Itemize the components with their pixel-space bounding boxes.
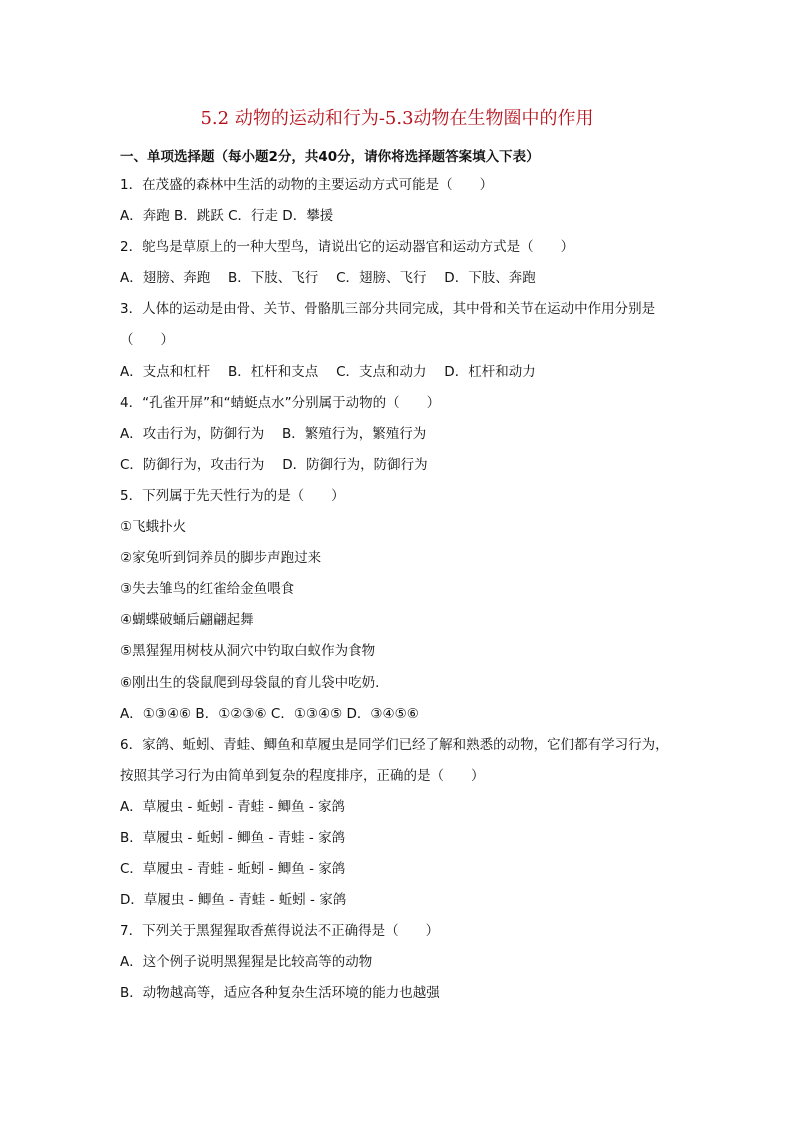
question-line: 2．鸵鸟是草原上的一种大型鸟，请说出它的运动器官和运动方式是（ ） — [120, 239, 575, 256]
question-list — [120, 170, 680, 1010]
option-line: A．翅膀、奔跑 B．下肢、飞行 C．翅膀、飞行 D．下肢、奔跑 — [120, 270, 536, 287]
option-line: C．草履虫 - 青蛙 - 蚯蚓 - 鲫鱼 - 家鸽 — [120, 861, 346, 878]
option-line: A．攻击行为，防御行为 B．繁殖行为，繁殖行为 — [120, 425, 427, 442]
question-line: 1．在茂盛的森林中生活的动物的主要运动方式可能是（ ） — [120, 177, 494, 193]
option-line: A．支点和杠杆 B．杠杆和支点 C．支点和动力 D．杠杆和动力 — [120, 363, 536, 380]
list-item: ①飞蛾扑火 — [120, 519, 187, 536]
option-line: B．动物越高等，适应各种复杂生活环境的能力也越强 — [120, 985, 440, 1002]
list-item: ④蝴蝶破蛹后翩翩起舞 — [120, 612, 254, 629]
section-heading: 一、单项选择题（每小题2分，共40分，请你将选择题答案填入下表） — [120, 149, 540, 165]
option-line: D．草履虫 - 鲫鱼 - 青蛙 - 蚯蚓 - 家鸽 — [120, 892, 347, 909]
option-line: A．奔跑 B．跳跃 C．行走 D．攀援 — [120, 208, 334, 225]
option-line: B．草履虫 - 蚯蚓 - 鲫鱼 - 青蛙 - 家鸽 — [120, 829, 346, 846]
question-line: 4．“孔雀开屏”和“蜻蜓点水”分别属于动物的（ ） — [120, 394, 441, 411]
option-line: A．这个例子说明黑猩猩是比较高等的动物 — [120, 954, 373, 971]
question-line: 5．下列属于先天性行为的是（ ） — [120, 487, 345, 504]
option-line: C．防御行为，攻击行为 D．防御行为，防御行为 — [120, 456, 428, 473]
option-line: A．①③④⑥ B．①②③⑥ C．①③④⑤ D．③④⑤⑥ — [120, 705, 419, 722]
question-line: 3．人体的运动是由骨、关节、骨骼肌三部分共同完成，其中骨和关节在运动中作用分别是 — [120, 301, 656, 318]
question-line: 7．下列关于黑猩猩取香蕉得说法不正确得是（ ） — [120, 923, 440, 940]
list-item: ③失去雏鸟的红雀给金鱼喂食 — [120, 581, 295, 598]
list-item: ⑤黑猩猩用树枝从洞穴中钓取白蚁作为食物 — [120, 643, 376, 660]
option-line: A．草履虫 - 蚯蚓 - 青蛙 - 鲫鱼 - 家鸽 — [120, 798, 346, 815]
page-title: 5.2 动物的运动和行为-5.3动物在生物圈中的作用 — [200, 108, 594, 129]
question-line: 6．家鸽、蚯蚓、青蛙、鲫鱼和草履虫是同学们已经了解和熟悉的动物，它们都有学习行为， — [120, 736, 669, 753]
list-item: ②家兔听到饲养员的脚步声跑过来 — [120, 550, 322, 567]
question-line: 按照其学习行为由简单到复杂的程度排序，正确的是（ ） — [120, 767, 485, 784]
list-item: ⑥刚出生的袋鼠爬到母袋鼠的育儿袋中吃奶. — [120, 674, 380, 691]
question-line: （ ） — [120, 332, 174, 349]
